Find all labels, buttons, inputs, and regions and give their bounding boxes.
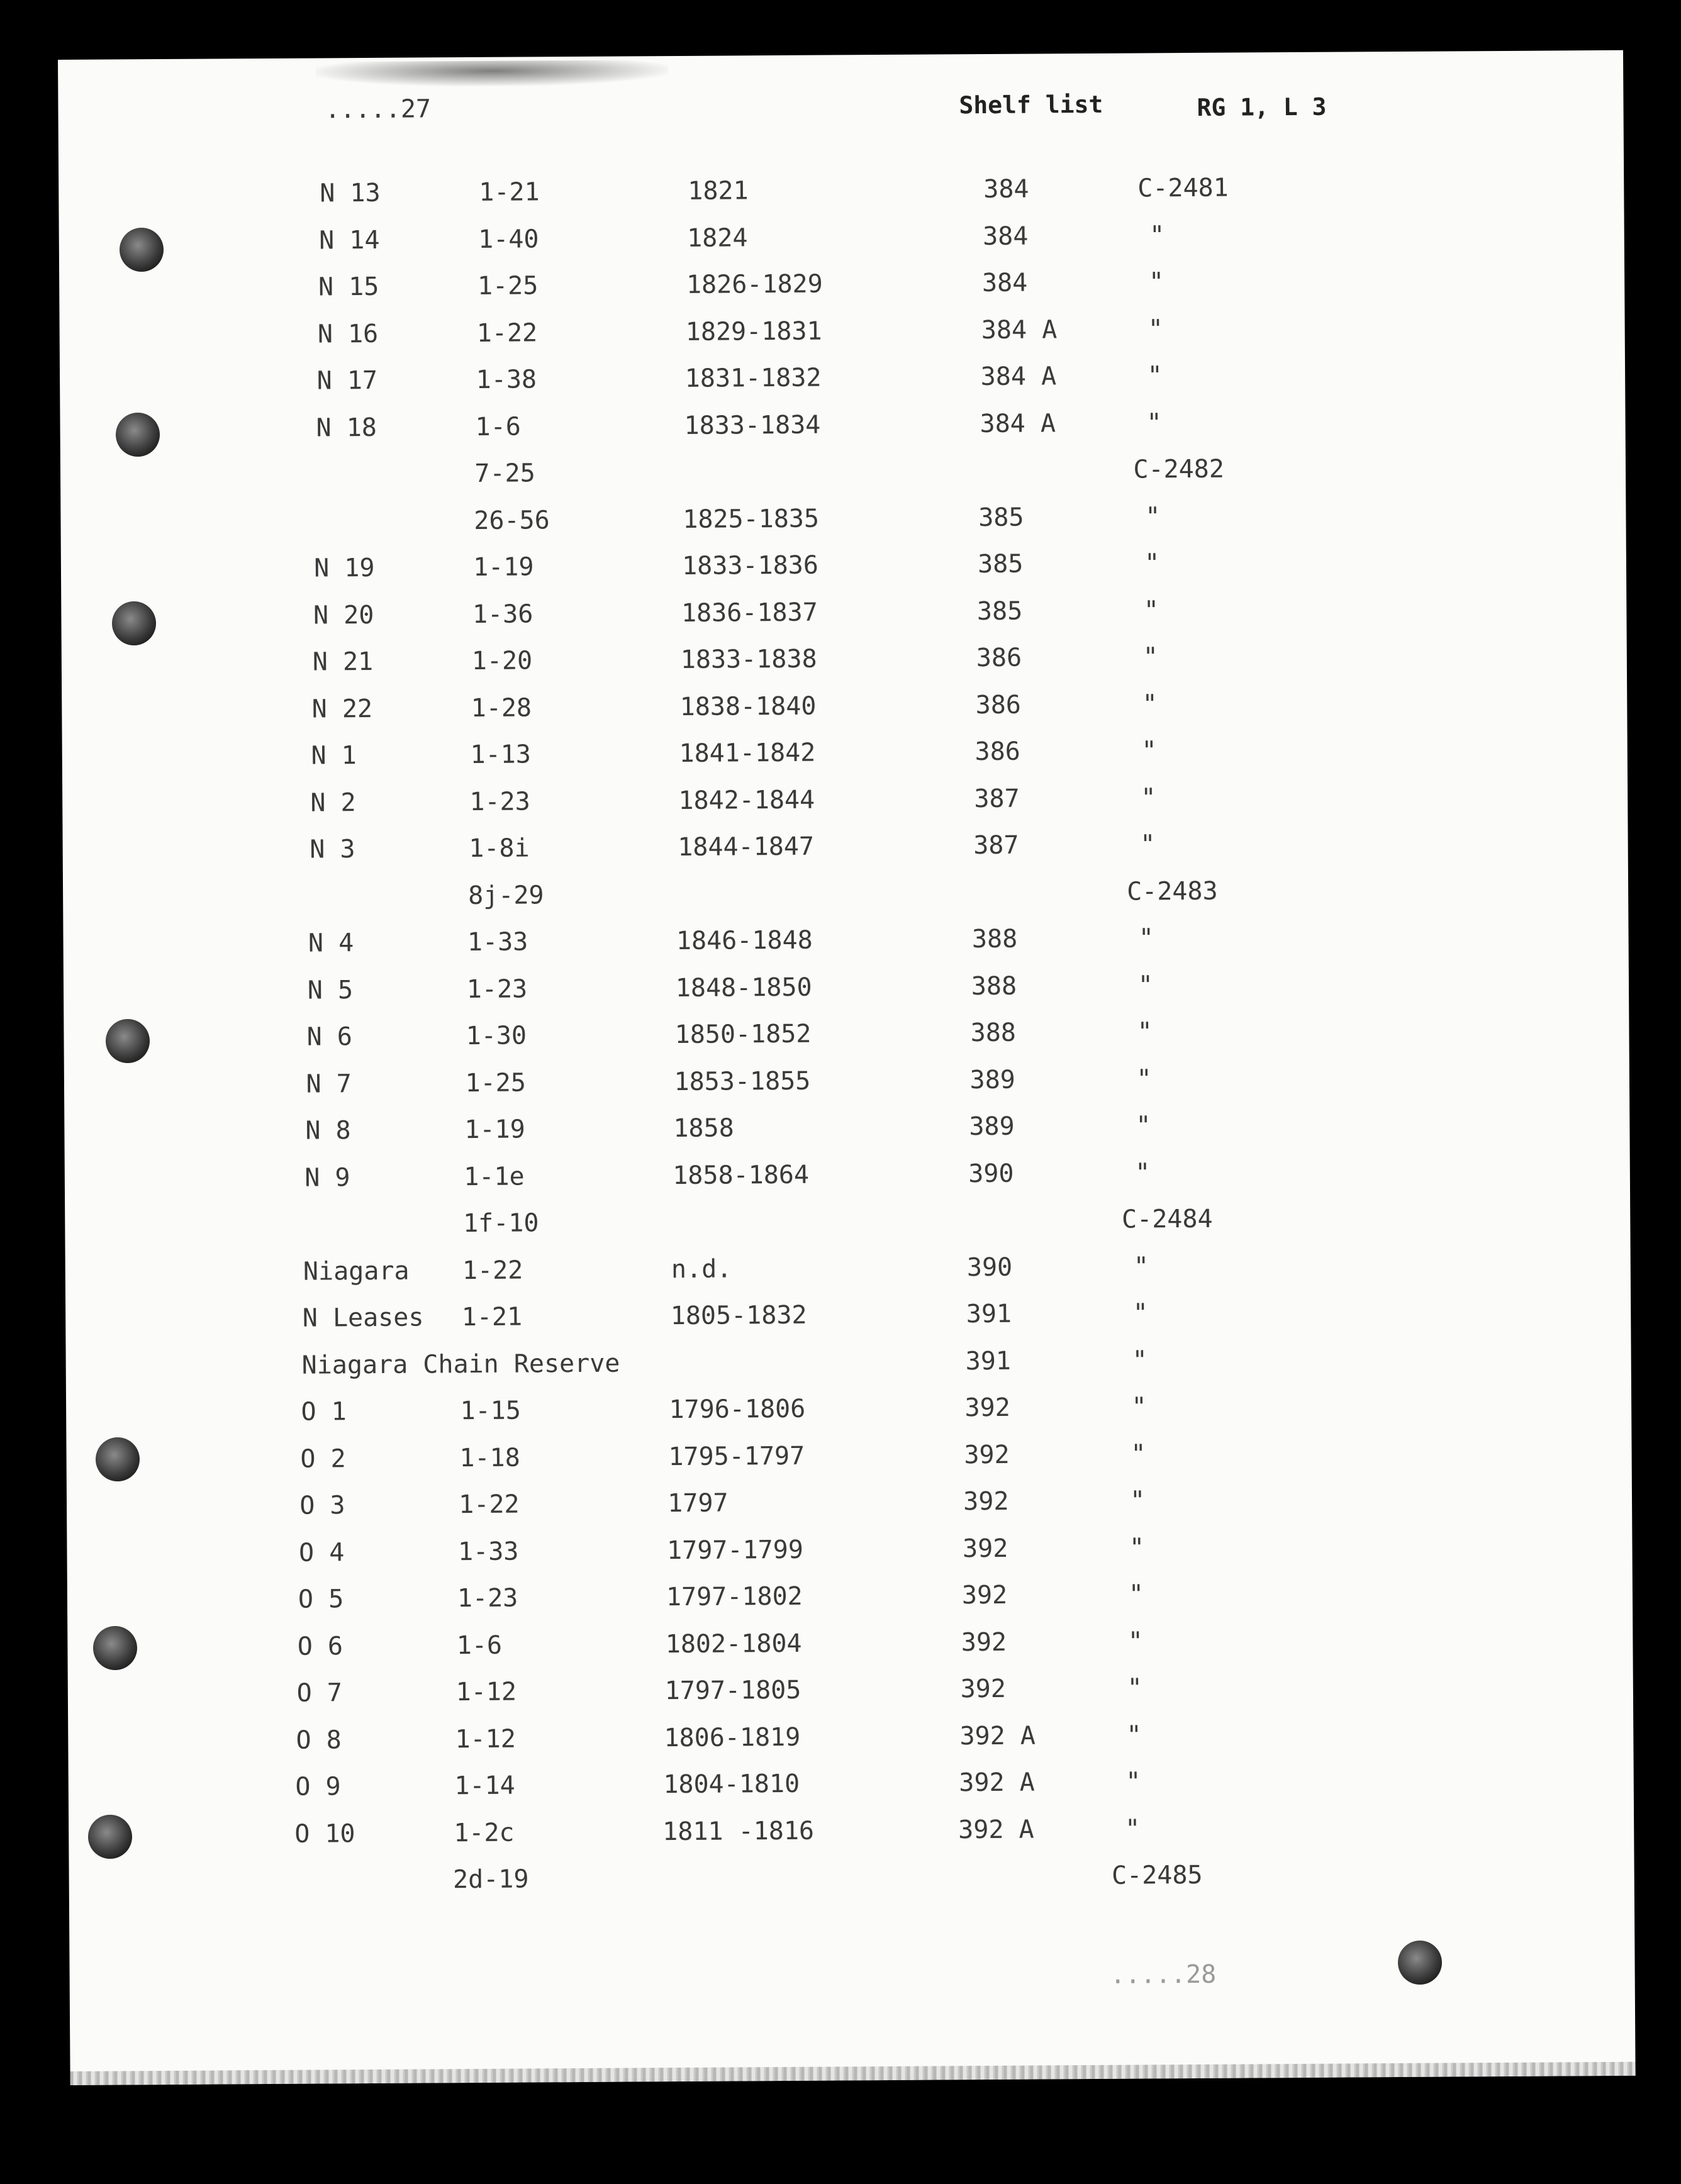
cell-volume: 384 [982,221,1029,251]
cell-reel: " [1130,1486,1146,1515]
cell-pages: 1-2c [454,1818,515,1847]
cell-dates: 1797-1802 [666,1581,803,1612]
cell-reel: " [1135,1157,1151,1188]
cell-volume: 391 [966,1299,1012,1329]
punch-hole [120,228,164,272]
cell-volume: 392 [962,1534,1008,1563]
cell-file: N 15 [318,272,379,302]
cell-volume: 386 [975,737,1020,767]
cell-volume: 386 [975,690,1022,720]
page-ref-top: .....27 [325,94,432,125]
cell-reel: " [1142,689,1158,718]
cell-dates: 1795-1797 [668,1441,805,1471]
cell-reel: " [1142,642,1159,672]
cell-dates: 1826-1829 [686,269,823,299]
cell-dates: 1833-1836 [681,550,819,581]
cell-file: O 3 [299,1491,345,1520]
cell-dates: 1848-1850 [675,972,812,1003]
cell-dates: 1824 [687,223,748,253]
cell-pages: 1-30 [466,1021,527,1051]
punch-hole [93,1626,137,1670]
cell-file: N 17 [316,365,378,396]
cell-pages: 1-33 [467,927,528,957]
cell-volume: 391 [965,1346,1012,1376]
cell-dates: 1805-1832 [670,1300,807,1331]
cell-dates: 1804-1810 [663,1769,800,1800]
cell-dates: 1838-1840 [679,691,817,722]
cell-reel: " [1138,923,1154,953]
cell-volume: 392 A [958,1815,1034,1844]
cell-reel: " [1146,408,1162,437]
cell-reel: " [1132,1298,1149,1328]
cell-pages: 1-18 [459,1443,520,1473]
cell-dates: n.d. [671,1254,732,1284]
cell-reel: " [1127,1627,1144,1656]
cell-volume: 389 [969,1112,1015,1142]
cell-pages: 1f-10 [462,1208,539,1239]
record-group-label: RG 1, L 3 [1197,92,1327,121]
cell-dates: 1858-1864 [673,1160,810,1190]
cell-reel: C-2485 [1111,1860,1203,1890]
cell-volume: 387 [974,784,1020,813]
cell-pages: 1-21 [461,1302,523,1332]
cell-dates: 1836-1837 [681,598,818,628]
cell-reel: " [1148,267,1164,297]
cell-volume: 392 [963,1486,1009,1517]
cell-pages: 1-21 [479,177,540,207]
cell-dates: 1842-1844 [678,785,815,815]
punch-hole [106,1019,150,1063]
cell-pages: 1-13 [470,740,532,770]
cell-reel: C-2483 [1126,876,1218,906]
cell-file: O 1 [301,1397,347,1427]
cell-volume: 384 A [981,315,1058,345]
cell-pages: 1-14 [454,1771,515,1801]
punch-hole [1398,1941,1442,1985]
cell-reel: " [1141,736,1157,766]
cell-volume: 387 [973,830,1019,861]
cell-volume: 392 [961,1627,1007,1657]
cell-volume: 384 A [980,362,1057,392]
cell-dates: 1796-1806 [669,1394,806,1425]
cell-volume: 384 [983,174,1029,204]
cell-reel: " [1131,1392,1147,1422]
cell-pages: 26-56 [474,505,550,535]
cell-reel: C-2482 [1133,454,1225,484]
cell-volume: 385 [977,549,1024,579]
cell-dates: 1858 [673,1113,734,1144]
cell-volume: 385 [976,596,1023,626]
cell-file: N 16 [317,319,379,348]
cell-reel: " [1126,1720,1142,1750]
cell-volume: 385 [978,503,1024,532]
document-sheet [58,50,1636,2085]
cell-reel: C-2481 [1137,173,1229,203]
cell-pages: 1-15 [460,1396,521,1426]
cell-reel: " [1143,595,1159,625]
cell-pages: 1-22 [462,1256,523,1285]
cell-file: N 20 [313,600,374,630]
cell-pages: 8j-29 [467,880,544,910]
cell-pages: 1-19 [464,1115,525,1145]
cell-reel: " [1132,1345,1148,1375]
cell-volume: 392 [960,1674,1007,1704]
cell-reel: " [1133,1251,1149,1281]
cell-pages: 1-20 [471,646,533,676]
cell-pages: 1-25 [465,1067,527,1098]
cell-reel: " [1131,1439,1146,1469]
cell-pages: 7-25 [474,459,535,488]
cell-dates: 1831-1832 [684,363,822,393]
cell-dates: 1841-1842 [679,738,816,768]
cell-pages: 2d-19 [452,1864,529,1895]
cell-reel: " [1127,1673,1142,1703]
cell-dates: 1797-1799 [666,1535,803,1565]
cell-dates: 1833-1838 [680,644,817,674]
punch-hole [112,601,156,645]
cell-pages: 1-19 [472,552,534,582]
cell-volume: 392 A [959,1721,1036,1751]
cell-reel: " [1148,314,1164,343]
cell-pages: 1-6 [475,412,521,442]
cell-pages: 1-6 [456,1630,503,1660]
cell-reel: " [1128,1580,1144,1609]
page-ref-bottom: .....28 [1110,1959,1217,1990]
cell-reel: " [1137,970,1154,1000]
cell-pages: 1-33 [457,1537,519,1566]
cell-dates: 1853-1855 [674,1066,811,1096]
cell-file: N 8 [305,1116,351,1145]
cell-volume: 390 [966,1252,1013,1282]
cell-pages: 1-38 [476,365,537,394]
cell-reel: " [1137,1017,1153,1047]
shelf-list-label: Shelf list [959,90,1103,120]
cell-volume: 384 A [980,408,1056,438]
cell-volume: 390 [968,1159,1014,1188]
cell-reel: " [1140,830,1156,859]
cell-pages: 1-12 [455,1724,516,1754]
cell-pages: 1-22 [476,318,538,348]
cell-pages: 1-23 [469,786,530,816]
cell-file: O 4 [298,1537,345,1568]
cell-reel: " [1125,1767,1141,1797]
cell-reel: " [1136,1111,1151,1140]
cell-dates: 1846-1848 [676,925,813,956]
cell-pages: 1-23 [466,974,528,1004]
cell-file: N 14 [319,225,380,255]
cell-reel: " [1129,1532,1145,1563]
cell-volume: 388 [970,1018,1017,1048]
cell-reel: " [1141,783,1156,813]
cell-pages: 1-22 [459,1490,520,1520]
cell-file: N 3 [310,835,355,864]
cell-pages: 1-12 [455,1677,517,1707]
cell-file: O 7 [296,1678,343,1708]
punch-hole [96,1437,140,1481]
cell-dates: 1806-1819 [664,1722,801,1752]
cell-pages: 1-25 [477,271,539,301]
cell-file: O 6 [297,1631,343,1661]
cell-dates: 1844-1847 [678,832,815,862]
cell-volume: 392 [961,1580,1008,1610]
cell-volume: 389 [969,1065,1015,1095]
cell-file: O 5 [298,1585,344,1614]
cell-pages: 1-23 [457,1583,518,1613]
punch-hole [88,1815,132,1859]
cell-volume: 388 [971,924,1018,954]
cell-file: N 1 [311,741,357,771]
cell-file: N Leases [302,1303,424,1333]
cell-reel: " [1149,220,1165,250]
cell-dates: 1797-1805 [664,1675,801,1706]
cell-volume: 392 [964,1393,1010,1423]
cell-reel: " [1125,1814,1141,1844]
cell-reel: " [1144,549,1160,578]
cell-file: N 21 [312,647,374,677]
cell-file: O 10 [294,1819,355,1849]
cell-dates: 1833-1834 [684,410,821,440]
cell-dates: 1829-1831 [685,316,822,347]
cell-file: N 9 [304,1162,350,1193]
cell-reel: " [1136,1064,1152,1094]
cell-dates: 1850-1852 [674,1019,812,1050]
cell-file: N 19 [313,553,375,583]
cell-pages: 1-28 [471,693,532,723]
cell-volume: 392 A [959,1768,1035,1798]
cell-dates: 1802-1804 [665,1629,802,1659]
cell-file: N 4 [308,928,354,958]
ink-smudge [316,60,668,87]
cell-file: N 6 [306,1022,353,1052]
cell-file: N 2 [310,788,356,818]
cell-file: N 22 [311,694,373,724]
cell-pages: 1-8i [469,833,530,864]
cell-pages: 1-1e [464,1162,525,1191]
cell-volume: 392 [964,1440,1010,1469]
cell-dates: 1811 -1816 [662,1816,815,1846]
punch-hole [116,413,160,457]
cell-file: O 2 [300,1444,346,1474]
cell-volume: 384 [981,268,1028,298]
cell-pages: 1-36 [472,599,533,629]
cell-reel: " [1145,501,1161,531]
cell-dates: 1825-1835 [683,504,820,534]
cell-reel: " [1147,361,1163,391]
cell-pages: 1-40 [478,224,539,254]
cell-dates: 1797 [667,1488,729,1518]
cell-file: Niagara [303,1256,410,1286]
cell-file: N 5 [307,975,354,1005]
cell-volume: 388 [971,971,1017,1001]
cell-dates: 1821 [688,176,749,206]
cell-file: N 13 [320,178,381,208]
cell-file: N 7 [306,1069,352,1099]
cell-volume: 386 [976,643,1022,673]
cell-file: N 18 [316,413,377,443]
cell-file: Niagara Chain Reserve [301,1349,620,1380]
cell-file: O 8 [296,1725,342,1755]
cell-reel: C-2484 [1121,1204,1213,1234]
cell-file: O 9 [295,1772,341,1802]
